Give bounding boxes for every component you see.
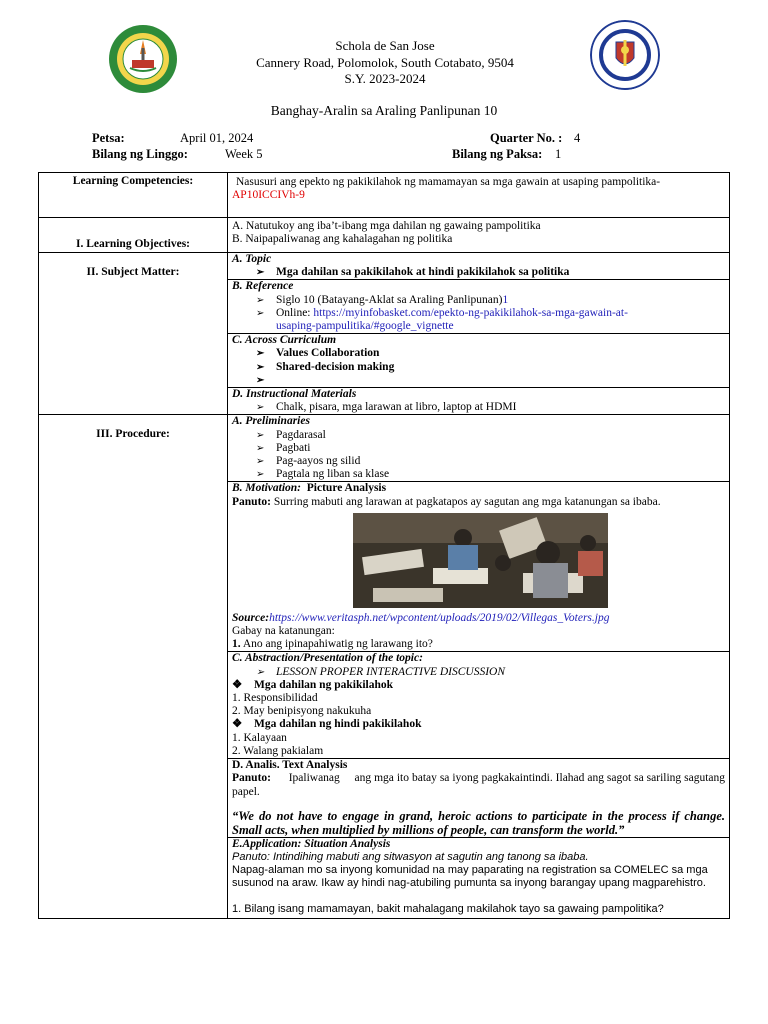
competencies-text: Nasusuri ang epekto ng pakikilahok ng mamamayan sa mga gawain at usaping pampolitika- (236, 176, 661, 188)
panuto-label: Panuto: (232, 495, 271, 508)
prelim-item: Pagdarasal (276, 428, 326, 441)
procedure-label: III. Procedure: (39, 415, 228, 918)
arrow-bullet-icon: ➢ (256, 374, 265, 386)
reference-book: Siglo 10 (Batayang-Aklat sa Araling Panlipunan) (276, 293, 503, 306)
quarter-label: Quarter No. : (490, 131, 563, 145)
topic-heading: A. Topic (232, 253, 272, 265)
petsa-label: Petsa: (92, 131, 125, 145)
arrow-bullet-icon: ➢ (256, 429, 265, 441)
non-reason-item: 2. Walang pakialam (232, 744, 324, 757)
arrow-bullet-icon: ➢ (256, 307, 265, 319)
subject-matter-label: II. Subject Matter: (39, 253, 228, 415)
competencies-label: Learning Competencies: (39, 173, 228, 218)
diamond-bullet-icon: ❖ (232, 718, 243, 731)
topic-row (39, 253, 730, 280)
reason-item: 1. Responsibilidad (232, 692, 318, 705)
plan-title: Banghay-Aralin sa Araling Panlipunan 10 (270, 103, 498, 118)
quote-text: “We do not have to engage in grand, heroic actions to participate in the process if change. Small acts, when multiplied by millions of people, can transform the world.” (232, 808, 725, 837)
arrow-bullet-icon: ➢ (256, 666, 265, 678)
motivation-type: Picture Analysis (306, 482, 387, 495)
curriculum-heading: C. Across Curriculum (232, 334, 337, 347)
objectives-label: I. Learning Objectives: (39, 218, 228, 253)
arrow-bullet-icon: ➢ (256, 456, 265, 468)
arrow-bullet-icon: ➢ (256, 469, 265, 481)
guide-question: Ano ang ipinapahiwatig ng larawang ito? (240, 638, 433, 651)
online-reference-link-cont[interactable]: usaping-pampulitika/#google_vignette (276, 320, 454, 333)
question-number: 1. (232, 638, 241, 651)
objective-a: A. Natutukoy ang iba’t-ibang mga dahilan ng gawaing pampolitika (232, 220, 541, 232)
competencies-row (39, 173, 730, 218)
reference-heading: B. Reference (232, 280, 294, 293)
prelim-item: Pag-aayos ng silid (276, 455, 361, 468)
application-panuto-label: Panuto (232, 850, 267, 863)
materials-cell (228, 388, 730, 415)
school-seal-logo (108, 24, 178, 94)
application-heading: E.Application: Situation Analysis (232, 837, 391, 850)
arrow-bullet-icon: ➢ (256, 442, 265, 454)
curriculum-item-2: Shared-decision making (276, 360, 395, 373)
lesson-proper-text: LESSON PROPER INTERACTIVE DISCUSSION (276, 665, 506, 678)
situation-text: Napag-alaman mo sa inyong komunidad na may paparating na registration sa COMELEC sa mga susunod na araw. Ikaw ay hindi nag-atubiling pumunta sa inyong barangay upang magparehistro. (232, 864, 708, 890)
objectives-cell (228, 218, 730, 253)
curriculum-item-1: Values Collaboration (276, 347, 380, 360)
competencies-cell (228, 173, 730, 218)
analysis-panuto-label: Panuto: (232, 772, 271, 785)
deped-seal-logo (590, 20, 660, 90)
preliminaries-row (39, 415, 730, 482)
prelim-item: Pagbati (276, 441, 311, 454)
linggo-label: Bilang ng Linggo: (92, 147, 188, 161)
reference-book-suffix: 1 (502, 293, 509, 306)
objective-b: B. Naipapaliwanag ang kahalagahan ng politika (232, 233, 453, 246)
school-header (200, 38, 570, 88)
paksa-label: Bilang ng Paksa: (452, 147, 543, 161)
arrow-bullet-icon: ➢ (256, 402, 265, 414)
motivation-heading: B. Motivation: (232, 482, 302, 495)
online-label: Online: (276, 306, 314, 319)
application-panuto-text: : Intindihing mabuti ang sitwasyon at sagutin ang tanong sa ibaba. (266, 850, 589, 863)
analysis-panuto-text: Ipaliwanag ang mga ito batay sa iyong pagkakaintindi. Ilahad ang sagot sa sariling sagutang papel. (232, 772, 740, 798)
diamond-bullet-icon: ❖ (232, 678, 243, 691)
motivation-cell (228, 482, 730, 652)
materials-heading: D. Instructional Materials (232, 388, 357, 401)
abstraction-heading: C. Abstraction/Presentation of the topic: (232, 652, 423, 665)
curriculum-cell (228, 334, 730, 388)
paksa-value: 1 (555, 147, 562, 161)
topic-text: Mga dahilan sa pakikilahok at hindi pakikilahok sa politika (276, 266, 570, 279)
non-reasons-heading: Mga dahilan ng hindi pakikilahok (254, 718, 422, 731)
voters-photo (353, 513, 608, 608)
analysis-cell (228, 759, 740, 838)
abstraction-cell (228, 652, 730, 759)
topic-cell (228, 253, 730, 280)
non-reason-item: 1. Kalayaan (232, 731, 287, 744)
source-label: Source: (232, 611, 270, 624)
application-cell (228, 837, 730, 918)
guide-questions-label: Gabay na katanungan: (232, 625, 335, 638)
analysis-heading: D. Analis. Text Analysis (232, 759, 348, 772)
objectives-row (39, 218, 730, 253)
reasons-heading: Mga dahilan ng pakikilahok (254, 678, 394, 691)
petsa-value: April 01, 2024 (180, 131, 254, 145)
lesson-plan-table (38, 172, 740, 919)
preliminaries-cell (228, 415, 730, 482)
quarter-value: 4 (574, 131, 581, 145)
linggo-value: Week 5 (225, 147, 263, 161)
arrow-bullet-icon: ➢ (256, 348, 265, 360)
source-link[interactable]: https://www.veritasph.net/wpcontent/uploads/2019/02/Villegas_Voters.jpg (269, 611, 610, 624)
school-year: S.Y. 2023-2024 (344, 71, 426, 86)
arrow-bullet-icon: ➢ (256, 361, 265, 373)
arrow-bullet-icon: ➢ (256, 294, 265, 306)
competency-code: AP10ICCIVh-9 (232, 189, 305, 202)
application-question: 1. Bilang isang mamamayan, bakit mahalagang makilahok tayo sa gawaing pampolitika? (232, 902, 664, 915)
online-reference-link[interactable]: https://myinfobasket.com/epekto-ng-pakikilahok-sa-mga-gawain-at- (313, 306, 628, 319)
preliminaries-heading: A. Preliminaries (232, 415, 310, 428)
panuto-text: Surring mabuti ang larawan at pagkatapos ay sagutan ang mga katanungan sa ibaba. (273, 495, 661, 508)
reason-item: 2. May benipisyong nakukuha (232, 705, 372, 718)
prelim-item: Pagtala ng liban sa klase (276, 468, 390, 481)
school-name: Schola de San Jose (335, 38, 435, 53)
materials-text: Chalk, pisara, mga larawan at libro, laptop at HDMI (276, 401, 517, 414)
school-address: Cannery Road, Polomolok, South Cotabato, 9504 (256, 54, 514, 70)
reference-cell (228, 280, 730, 334)
arrow-bullet-icon: ➢ (256, 267, 265, 279)
